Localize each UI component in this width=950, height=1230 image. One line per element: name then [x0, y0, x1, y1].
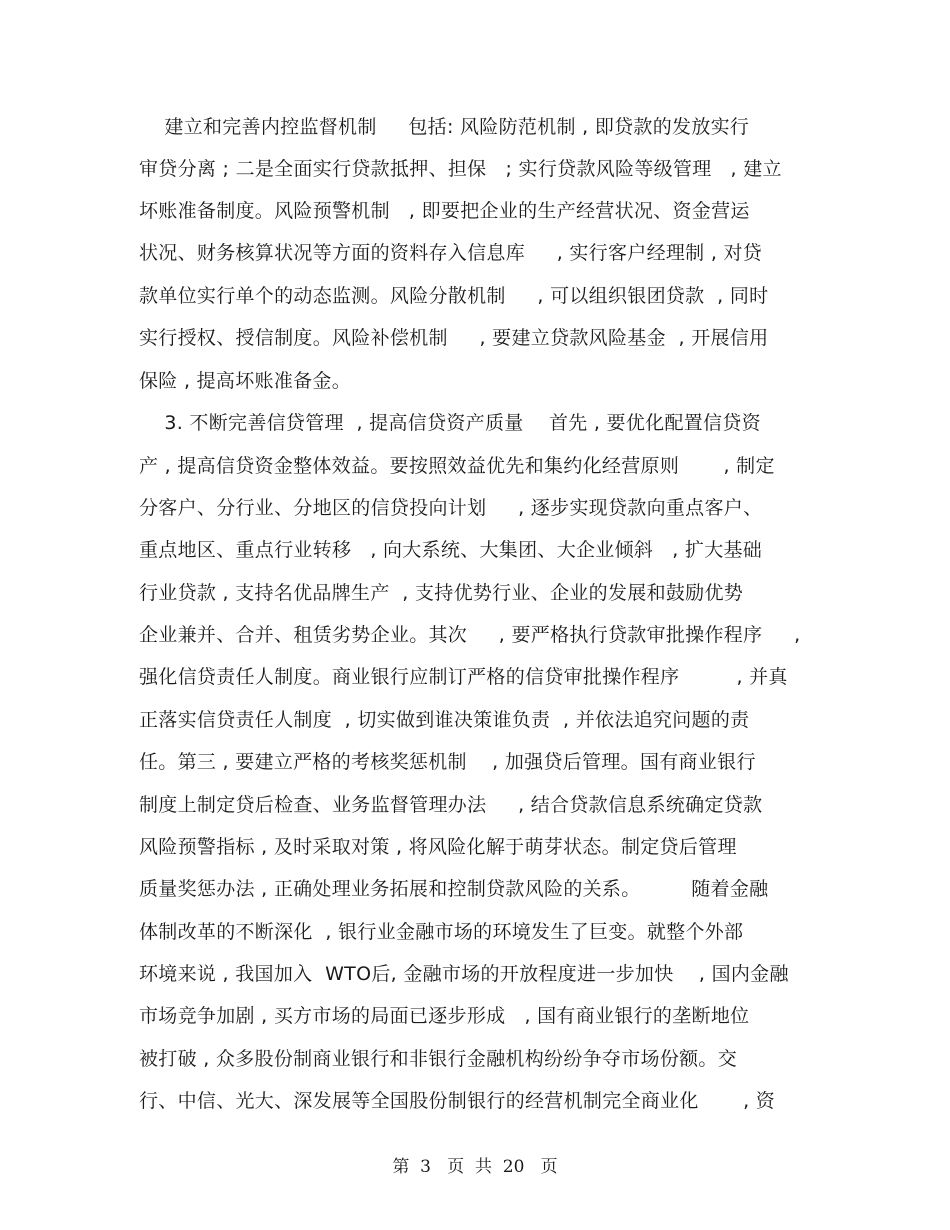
text-line: 强化信贷责任人制度。商业银行应制订严格的信贷审批操作程序 , 并真	[139, 666, 788, 688]
text-line: 体制改革的不断深化 , 银行业金融市场的环境发生了巨变。就整个外部	[139, 921, 744, 943]
text-line: 坏账准备制度。风险预警机制 , 即要把企业的生产经营状况、资金营运	[139, 200, 750, 222]
page-number-footer: 第 3 页 共 20 页	[392, 1157, 558, 1177]
text-line: 分客户、分行业、分地区的信贷投向计划 , 逐步实现贷款向重点客户、	[139, 497, 763, 519]
text-line: 保险 , 提高坏账准备金。	[139, 370, 352, 392]
text-line: 风险预警指标 , 及时采取对策 , 将风险化解于萌芽状态。制定贷后管理	[139, 836, 737, 858]
text-line: 3. 不断完善信贷管理 , 提高信贷资产质量 首先 , 要优化配置信贷资	[139, 412, 761, 434]
text-line: 状况、财务核算状况等方面的资料存入信息库 , 实行客户经理制 , 对贷	[139, 242, 763, 264]
text-line: 重点地区、重点行业转移 , 向大系统、大集团、大企业倾斜 , 扩大基础	[139, 539, 763, 561]
text-line: 环境来说 , 我国加入 WTO后, 金融市场的开放程度进一步加快 , 国内金融	[139, 963, 789, 985]
text-line: 行、中信、光大、深发展等全国股份制银行的经营机制完全商业化 , 资	[139, 1090, 776, 1112]
text-line: 被打破 , 众多股份制商业银行和非银行金融机构纷纷争夺市场份额。交	[139, 1048, 738, 1070]
text-line: 制度上制定贷后检查、业务监督管理办法 , 结合贷款信息系统确定贷款	[139, 794, 763, 816]
text-line: 任。第三 , 要建立严格的考核奖惩机制 , 加强贷后管理。国有商业银行	[139, 751, 756, 773]
text-line: 产 , 提高信贷资金整体效益。要按照效益优先和集约化经营原则 , 制定	[139, 455, 775, 477]
text-line: 质量奖惩办法 , 正确处理业务拓展和控制贷款风险的关系。 随着金融	[139, 878, 769, 900]
text-line: 款单位实行单个的动态监测。风险分散机制 , 可以组织银团贷款 , 同时	[139, 285, 769, 307]
text-line: 市场竞争加剧 , 买方市场的局面已逐步形成 , 国有商业银行的垄断地位	[139, 1005, 750, 1027]
text-line: 审贷分离 ; 二是全面实行贷款抵押、担保 ; 实行贷款风险等级管理 , 建立	[139, 158, 782, 180]
text-line: 建立和完善内控监督机制 包括: 风险防范机制 , 即贷款的发放实行	[139, 116, 750, 138]
text-line: 正落实信贷责任人制度 , 切实做到谁决策谁负责 , 并依法追究问题的责	[139, 709, 750, 731]
text-line: 行业贷款 , 支持名优品牌生产 , 支持优势行业、企业的发展和鼓励优势	[139, 582, 744, 604]
text-line: 实行授权、授信制度。风险补偿机制 , 要建立贷款风险基金 , 开展信用	[139, 327, 769, 349]
text-line: 企业兼并、合并、租赁劣势企业。其次 , 要严格执行贷款审批操作程序 ,	[139, 624, 801, 646]
